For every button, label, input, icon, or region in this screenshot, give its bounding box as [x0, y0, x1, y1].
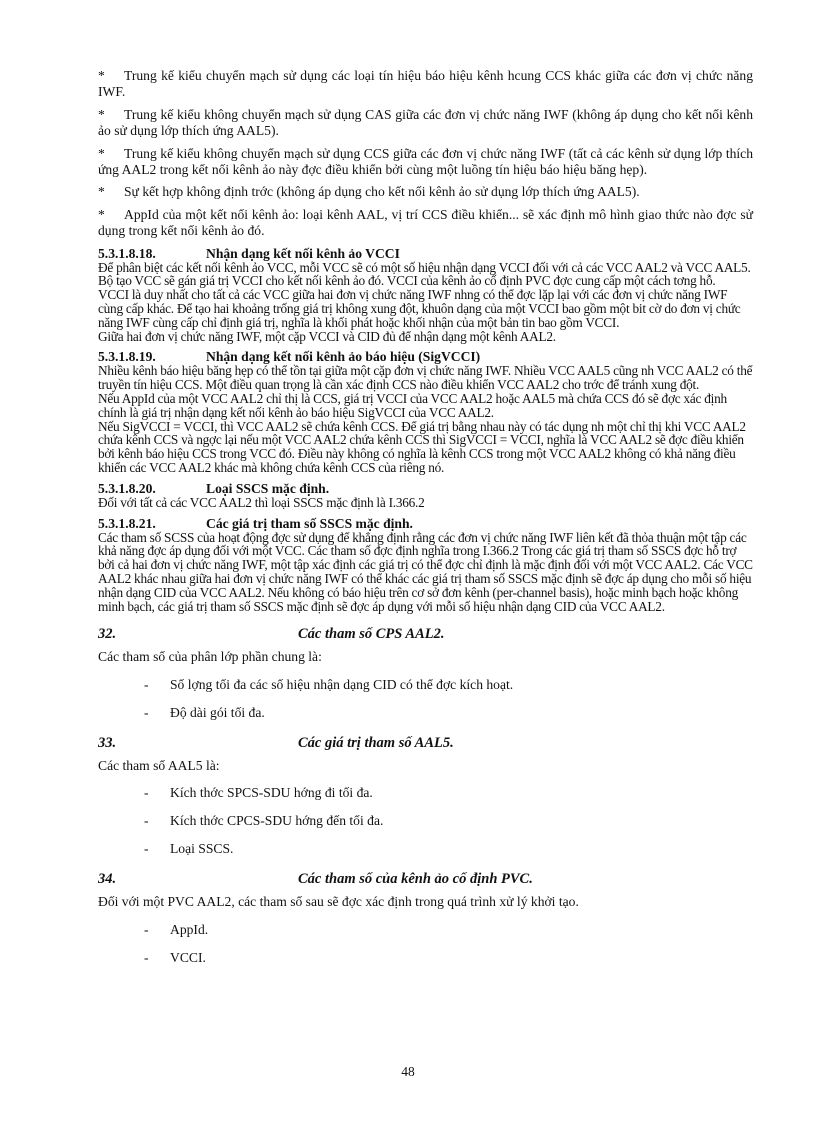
- section-intro: Đối với một PVC AAL2, các tham số sau sẽ đợc xác định trong quá trình xử lý khởi tạo.: [98, 894, 579, 910]
- list-item: [144, 949, 753, 967]
- list-item-text: Kích thớc SPCS-SDU hớng đi tối đa.: [170, 785, 373, 801]
- bullet-item: [98, 68, 753, 101]
- bullet-item: [98, 107, 753, 140]
- list-item: [144, 921, 753, 939]
- list-item: [144, 812, 753, 830]
- subsection-20: [98, 482, 753, 510]
- paragraph: VCCI là duy nhất cho tất cả các VCC giữa hai đơn vị chức năng IWF nhng có thể đợc lặp lại với các đơn vị chức năng IWF cùng cấp khác. Để tạo hai khoảng trống giá trị không xung đột, khuôn dạng của một VCCI bao gồm một bit cờ do đơn vị chức năng IWF cùng cấp chỉ định giá trị, nghĩa là khối phát hoặc khối nhận của một bản tin bao gồm VCCI.: [98, 287, 741, 330]
- list-item-text: Kích thớc CPCS-SDU hớng đến tối đa.: [170, 813, 384, 829]
- subsection-21: [98, 517, 753, 614]
- paragraph: Các tham số SCSS của hoạt động đợc sử dụng để khẳng định rằng các đơn vị chức năng IWF liên kết đã thỏa thuận một tập các khả năng đợc áp dụng đối với một VCC. Các tham số đợc định nghĩa trong I.366.2 Trong các giá trị tham số SSCS đợc hỗ trợ bởi cả hai đơn vị chức năng IWF, một tập xác định các giá trị có thể đợc chỉ định là mặc định đối với một VCC AAL2. Các VCC AAL2 khác nhau giữa hai đơn vị chức năng IWF có thể khác các giá trị tham số SSCS mặc định sẽ đợc áp dụng cho mỗi số hiệu nhận dạng CID của VCC AAL2. Nếu không có báo hiệu trên cơ sở đơn kênh (per-channel basis), hoặc minh bạch hoặc không minh bạch, các giá trị tham số SSCS mặc định sẽ đợc áp dụng với mỗi số hiệu nhận dạng CID của VCC AAL2.: [98, 529, 753, 614]
- dash-list: [144, 921, 753, 967]
- bullet-text: Trung kế kiểu không chuyển mạch sử dụng CAS giữa các đơn vị chức năng IWF (không áp dụng cho kết nối kênh ảo sử dụng lớp thích ứng AAL5).: [98, 106, 753, 139]
- bullet-list: [98, 68, 753, 240]
- section-title: Các giá trị tham số AAL5.: [298, 734, 454, 751]
- subsection-title: Loại SSCS mặc định.: [206, 480, 330, 496]
- subsection-heading: [98, 350, 753, 364]
- subsection-title: Các giá trị tham số SSCS mặc định.: [206, 515, 413, 531]
- dash-marker: -: [144, 841, 149, 857]
- section-34: [98, 870, 753, 966]
- bullet-marker: *: [98, 145, 105, 161]
- bullet-text: Trung kế kiểu chuyển mạch sử dụng các loại tín hiệu báo hiệu kênh hcung CCS khác giữa các đơn vị chức năng IWF.: [98, 68, 753, 100]
- paragraph: Nếu SigVCCI = VCCI, thì VCC AAL2 sẽ chứa kênh CCS. Để giá trị bằng nhau này có tác dụng nh một chỉ thị khi VCC AAL2 chứa kênh CCS và ngợc lại nếu một VCC AAL2 chứa kênh CCS thì SigVCCI = VCCI, nghĩa là VCC AAL2 sẽ đợc điều khiển bởi kênh báo hiệu CCS trong VCC đó. Điều này không có nghĩa là kênh CCS trong một VCC AAL2 không có khả năng điều khiển các VCC AAL2 khác mà không chứa kênh CCS của riêng nó.: [98, 418, 746, 476]
- list-item-text: VCCI.: [170, 949, 206, 965]
- section-intro: Các tham số của phân lớp phần chung là:: [98, 649, 322, 665]
- dash-marker: -: [144, 949, 149, 965]
- dash-list: [144, 676, 753, 722]
- subsection-heading: [98, 482, 753, 496]
- page-number: 48: [401, 1064, 415, 1079]
- subsection-title: Nhận dạng kết nối kênh ảo báo hiệu (SigVCCI): [206, 349, 481, 365]
- dash-marker: -: [144, 676, 149, 692]
- section-number: 34.: [98, 871, 117, 888]
- dash-marker: -: [144, 813, 149, 829]
- list-item-text: Số lợng tối đa các số hiệu nhận dạng CID có thể đợc kích hoạt.: [170, 676, 514, 692]
- bullet-text: AppId của một kết nối kênh ảo: loại kênh AAL, vị trí CCS điều khiển... sẽ xác định mô hình giao thức nào đợc sử dụng trong kết nối kênh ảo đó.: [98, 206, 753, 239]
- list-item-text: Độ dài gói tối đa.: [170, 704, 265, 720]
- bullet-marker: *: [98, 184, 105, 200]
- subsection-title: Nhận dạng kết nối kênh ảo VCCI: [206, 245, 400, 261]
- subsection-19: [98, 350, 753, 474]
- section-title: Các tham số của kênh ảo cố định PVC.: [298, 871, 533, 888]
- subsection-number: 5.3.1.8.19.: [98, 349, 156, 365]
- list-item: [144, 704, 753, 722]
- dash-marker: -: [144, 704, 149, 720]
- section-33: [98, 734, 753, 858]
- dash-marker: -: [144, 921, 149, 937]
- section-heading: [98, 734, 753, 752]
- bullet-item: [98, 146, 753, 179]
- section-heading: [98, 625, 753, 643]
- list-item: [144, 840, 753, 858]
- bullet-item: [98, 207, 753, 240]
- section-intro: Các tham số AAL5 là:: [98, 757, 220, 773]
- list-item: [144, 676, 753, 694]
- section-title: Các tham số CPS AAL2.: [298, 626, 445, 643]
- section-32: [98, 625, 753, 721]
- section-number: 32.: [98, 626, 117, 643]
- bullet-marker: *: [98, 206, 105, 222]
- section-number: 33.: [98, 734, 117, 751]
- paragraph: Nhiều kênh báo hiệu băng hẹp có thể tồn tại giữa một cặp đơn vị chức năng IWF. Nhiều VCC AAL5 cũng nh VCC AAL2 có thể truyền tín hiệu CCS. Một điều quan trọng là cần xác định CCS nào điều khiển VCC AAL2 cho trớc để tránh xung đột.: [98, 363, 753, 393]
- list-item: [144, 784, 753, 802]
- list-item-text: AppId.: [170, 921, 209, 937]
- bullet-item: [98, 184, 753, 200]
- subsection-heading: [98, 247, 753, 261]
- dash-marker: -: [144, 785, 149, 801]
- section-heading: [98, 870, 753, 888]
- paragraph: Để phân biệt các kết nối kênh ảo VCC, mỗi VCC sẽ có một số hiệu nhận dạng VCCI đối với cả các VCC AAL2 và VCC AAL5. Bộ tạo VCC sẽ gán giá trị VCCI cho kết nối kênh ảo đó. VCCI của kênh ảo cố định PVC đợc cung cấp một cách tơng hỗ.: [98, 259, 751, 289]
- subsection-number: 5.3.1.8.21.: [98, 515, 156, 531]
- dash-list: [144, 784, 753, 858]
- bullet-marker: *: [98, 106, 105, 122]
- subsection-18: [98, 247, 753, 344]
- paragraph: Nếu AppId của một VCC AAL2 chỉ thị là CCS, giá trị VCCI của VCC AAL2 hoặc AAL5 mà chứa CCS đó sẽ đợc xác định chính là giá trị nhận dạng kết nối kênh ảo báo hiệu SigVCCI của VCC AAL2.: [98, 391, 727, 420]
- subsection-number: 5.3.1.8.18.: [98, 245, 156, 261]
- document-page: [98, 68, 753, 977]
- bullet-marker: *: [98, 68, 105, 83]
- list-item-text: Loại SSCS.: [170, 841, 234, 857]
- bullet-text: Trung kế kiểu không chuyển mạch sử dụng CCS giữa các đơn vị chức năng IWF (tất cả các kênh sử dụng lớp thích ứng AAL2 trong kết nối kênh ảo này đợc điều khiển bởi cùng một luồng tín hiệu báo hiệu băng hẹp).: [98, 145, 753, 178]
- subsection-number: 5.3.1.8.20.: [98, 480, 156, 496]
- paragraph: Giữa hai đơn vị chức năng IWF, một cặp VCCI và CID đủ để nhận dạng một kênh AAL2.: [98, 328, 556, 344]
- subsection-heading: [98, 517, 753, 531]
- bullet-text: Sự kết hợp không định trớc (không áp dụng cho kết nối kênh ảo sử dụng lớp thích ứng AAL5).: [124, 184, 640, 200]
- paragraph: Đối với tất cả các VCC AAL2 thì loại SSCS mặc định là I.366.2: [98, 494, 425, 510]
